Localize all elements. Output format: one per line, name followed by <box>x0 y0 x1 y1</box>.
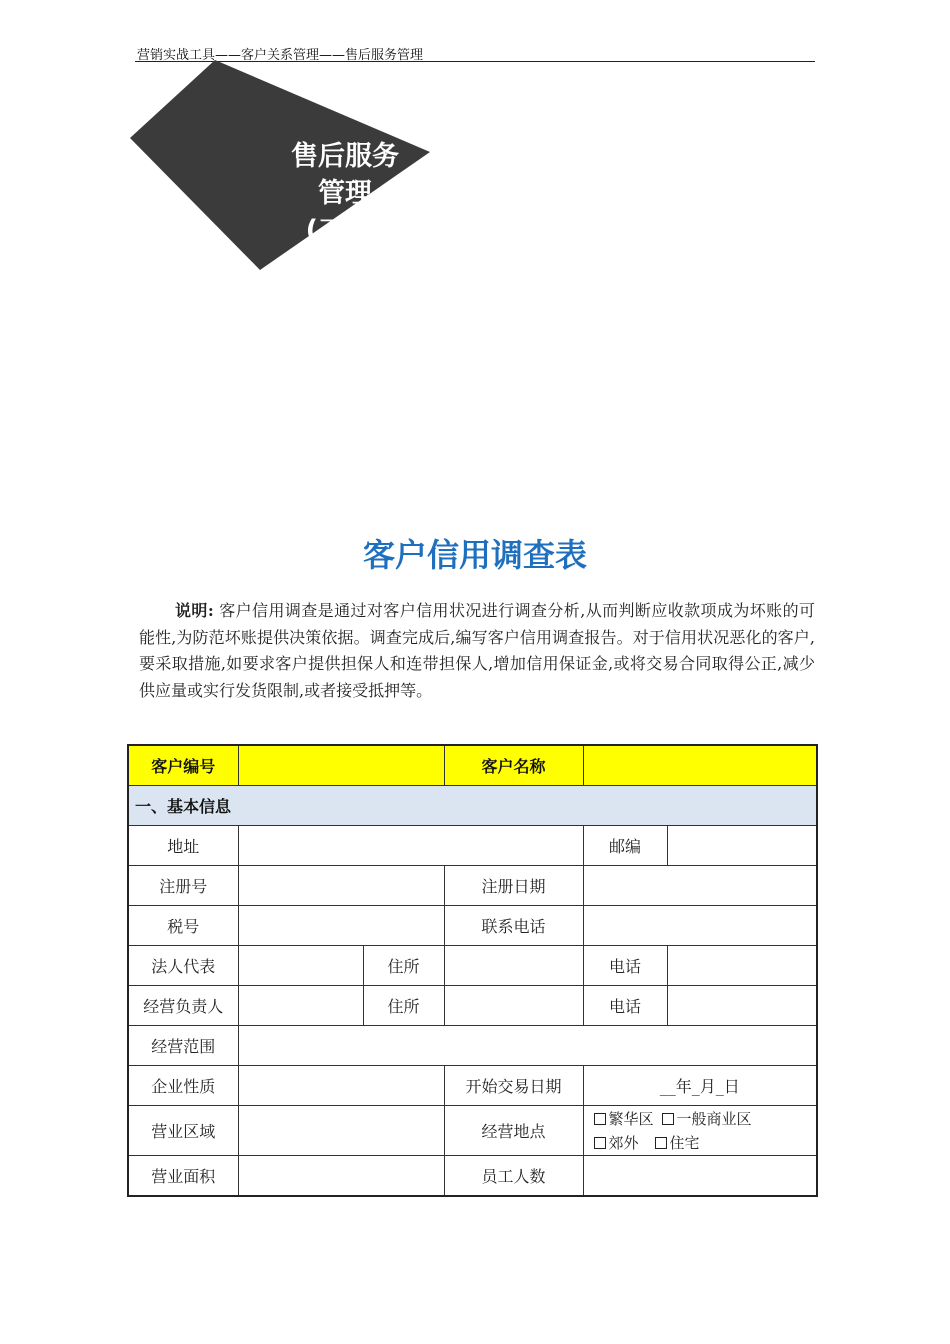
checkbox-icon[interactable] <box>655 1137 667 1149</box>
checkbox-icon[interactable] <box>594 1137 606 1149</box>
tax-no-field[interactable] <box>238 906 444 946</box>
table-row <box>128 1066 817 1106</box>
location-option-suburb[interactable]: 郊外 <box>594 1134 639 1152</box>
header-breadcrumb: 营销实战工具——客户关系管理——售后服务管理 <box>137 48 424 63</box>
address-field[interactable] <box>238 826 583 866</box>
description-body: 客户信用调查是通过对客户信用状况进行调查分析,从而判断应收款项成为坏账的可能性,为防范坏账提供决策依据。调查完成后,编写客户信用调查报告。对于信用状况恶化的客户,要采取措施,如要求客户提供担保人和连带担保人,增加信用保证金,或将交易合同取得公正,减少供应量或实行发货限制,或者接受抵押等。 <box>139 601 815 700</box>
table-row <box>128 986 817 1026</box>
customer-id-field[interactable] <box>238 745 444 786</box>
postcode-field[interactable] <box>667 826 817 866</box>
badge-line-3: (工具) <box>305 215 385 246</box>
location-option-residential[interactable]: 住宅 <box>655 1134 700 1152</box>
contact-phone-field[interactable] <box>583 906 817 946</box>
location-option-commercial[interactable]: 一般商业区 <box>662 1110 752 1128</box>
manager-label: 经营负责人 <box>128 986 238 1026</box>
reg-date-field[interactable] <box>583 866 817 906</box>
table-row <box>128 1106 817 1156</box>
table-row <box>128 866 817 906</box>
table-row <box>128 1156 817 1197</box>
contact-phone-label: 联系电话 <box>444 906 583 946</box>
description-paragraph <box>139 598 815 704</box>
staff-count-label: 员工人数 <box>444 1156 583 1197</box>
table-row <box>128 946 817 986</box>
badge-title <box>265 138 425 249</box>
checkbox-icon[interactable] <box>662 1113 674 1125</box>
location-options <box>583 1106 817 1156</box>
reg-no-field[interactable] <box>238 866 444 906</box>
legal-rep-phone-label: 电话 <box>583 946 667 986</box>
section-badge <box>130 60 430 275</box>
legal-rep-residence-field[interactable] <box>444 946 583 986</box>
legal-rep-phone-field[interactable] <box>667 946 817 986</box>
table-row <box>128 906 817 946</box>
reg-date-label: 注册日期 <box>444 866 583 906</box>
floor-area-label: 营业面积 <box>128 1156 238 1197</box>
customer-id-label: 客户编号 <box>128 745 238 786</box>
location-option-downtown[interactable]: 繁华区 <box>594 1110 654 1128</box>
legal-rep-label: 法人代表 <box>128 946 238 986</box>
region-label: 营业区域 <box>128 1106 238 1156</box>
address-label: 地址 <box>128 826 238 866</box>
postcode-label: 邮编 <box>583 826 667 866</box>
region-field[interactable] <box>238 1106 444 1156</box>
scope-field[interactable] <box>238 1026 817 1066</box>
manager-phone-field[interactable] <box>667 986 817 1026</box>
table-row <box>128 1026 817 1066</box>
tax-no-label: 税号 <box>128 906 238 946</box>
scope-label: 经营范围 <box>128 1026 238 1066</box>
reg-no-label: 注册号 <box>128 866 238 906</box>
manager-residence-field[interactable] <box>444 986 583 1026</box>
badge-line-2: 管理 <box>318 178 372 209</box>
customer-name-field[interactable] <box>583 745 817 786</box>
manager-residence-label: 住所 <box>363 986 444 1026</box>
manager-field[interactable] <box>238 986 363 1026</box>
start-date-label: 开始交易日期 <box>444 1066 583 1106</box>
table-row <box>128 786 817 826</box>
table-row <box>128 826 817 866</box>
badge-line-1: 售后服务 <box>291 141 399 172</box>
legal-rep-field[interactable] <box>238 946 363 986</box>
table-row <box>128 745 817 786</box>
staff-count-field[interactable] <box>583 1156 817 1197</box>
manager-phone-label: 电话 <box>583 986 667 1026</box>
section-basic-info: 一、基本信息 <box>128 786 817 826</box>
credit-survey-form <box>127 744 818 1197</box>
nature-label: 企业性质 <box>128 1066 238 1106</box>
page-title: 客户信用调查表 <box>362 536 587 574</box>
location-label: 经营地点 <box>444 1106 583 1156</box>
legal-rep-residence-label: 住所 <box>363 946 444 986</box>
customer-name-label: 客户名称 <box>444 745 583 786</box>
floor-area-field[interactable] <box>238 1156 444 1197</box>
start-date-field[interactable]: __年_月_日 <box>583 1066 817 1106</box>
nature-field[interactable] <box>238 1066 444 1106</box>
description-lead: 说明: <box>175 601 214 620</box>
checkbox-icon[interactable] <box>594 1113 606 1125</box>
